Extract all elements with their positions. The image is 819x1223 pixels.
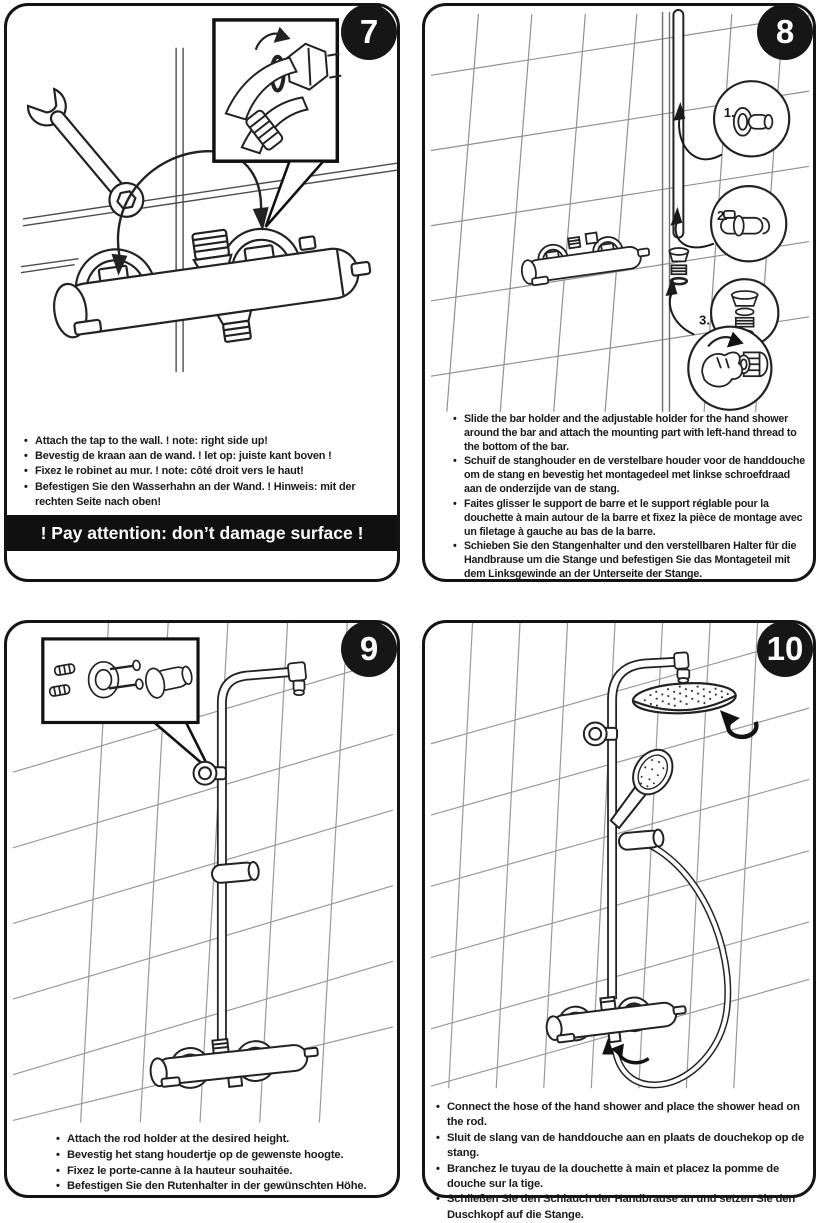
rotate-arrow-icon xyxy=(720,710,756,737)
instruction-bullet: • Fixez le porte-canne à la hauteur souhaitée. xyxy=(56,1164,387,1180)
step-number: 9 xyxy=(359,630,379,667)
illustration-attach-tap xyxy=(7,6,397,416)
illustration-bar-holders xyxy=(425,6,813,417)
instruction-list xyxy=(24,434,385,510)
panel-step-9 xyxy=(4,620,400,1198)
instruction-bullet: • Attach the rod holder at the desired height. xyxy=(56,1132,387,1148)
step-number: 8 xyxy=(775,13,795,50)
instruction-bullet: • Slide the bar holder and the adjustable holder for the hand shower around the bar and attach the mounting part with left-hand thread to the bottom of the bar. xyxy=(453,412,806,454)
instruction-bullet: • Befestigen Sie den Rutenhalter in der gewünschten Höhe. xyxy=(56,1179,387,1195)
callout-pointer-icon xyxy=(266,161,324,227)
step-number-badge xyxy=(757,621,813,677)
step-number: 10 xyxy=(766,630,804,667)
instruction-bullet: • Attach the tap to the wall. ! note: right side up! xyxy=(24,434,385,449)
illustration-rod-holder xyxy=(7,623,397,1122)
instruction-list xyxy=(453,412,806,581)
instruction-bullet: • Faites glisser le support de barre et le support réglable pour la douchette à main autour de la barre et fixez la pièce de montage avec un filetage à gauche au bas de la barre. xyxy=(453,497,806,539)
callout-2-label: 2. xyxy=(716,207,728,223)
instruction-bullet: • Sluit de slang van de handdouche aan en plaats de douchekop op de stang. xyxy=(436,1131,805,1162)
tap-illustration xyxy=(518,226,651,287)
instruction-bullet: • Schuif de stanghouder en de verstelbare houder voor de handdouche om de stang en bevestig het montagedeel met linkse schroefdraad aan de onderzijde van de stang. xyxy=(453,454,806,496)
instruction-bullet: • Fixez le robinet au mur. ! note: côté droit vers le haut! xyxy=(24,464,385,479)
step-number-badge xyxy=(341,4,397,60)
instruction-bullet: • Schließen Sie den Schlauch der Handbrause an und setzen Sie den Duschkopf auf die Stange. xyxy=(436,1192,805,1223)
slider-holder xyxy=(211,862,259,884)
instruction-bullet: • Connect the hose of the hand shower and place the shower head on the rod. xyxy=(436,1100,805,1131)
panel-step-7 xyxy=(4,3,400,582)
shower-hose xyxy=(615,843,728,1085)
parts-inset xyxy=(43,639,198,723)
step-number: 7 xyxy=(359,13,379,50)
tap-illustration xyxy=(46,210,377,365)
callout-3-label: 3. xyxy=(699,312,710,328)
wall-corner-lines xyxy=(663,12,670,412)
thread-down xyxy=(218,310,255,342)
step-number-badge xyxy=(757,4,813,60)
instruction-bullet: • Befestigen Sie den Wasserhahn an der Wand. ! Hinweis: mit der rechten Seite nach oben! xyxy=(24,480,385,510)
panel-step-8 xyxy=(422,3,816,582)
instruction-bullet: • Bevestig de kraan aan de wand. ! let op: juiste kant boven ! xyxy=(24,449,385,464)
instruction-bullet: • Schieben Sie den Stangenhalter und den verstellbaren Halter für die Handbrause um die Stange und befestigen Sie das Montageteil mit dem Linksgewinde an der Unterseite der Stange. xyxy=(453,539,806,581)
wrench-icon xyxy=(24,85,151,226)
arm-end-fitting xyxy=(674,652,689,683)
panel-step-10 xyxy=(422,620,816,1221)
warning-banner: ! Pay attention: don’t damage surface ! xyxy=(7,515,397,551)
instruction-list xyxy=(436,1100,805,1223)
tap-illustration xyxy=(148,1030,320,1095)
callout-1-label: 1. xyxy=(723,104,735,120)
instruction-bullet: • Branchez le tuyau de la douchette à main et placez la pomme de douche sur la tige. xyxy=(436,1162,805,1193)
instruction-list xyxy=(56,1132,387,1195)
pliers-inset xyxy=(214,20,341,227)
step-number-badge xyxy=(341,621,397,677)
illustration-complete-shower xyxy=(425,623,813,1088)
instruction-bullet: • Bevestig het stang houdertje op de gewenste hoogte. xyxy=(56,1148,387,1164)
arm-end-fitting xyxy=(288,662,307,695)
